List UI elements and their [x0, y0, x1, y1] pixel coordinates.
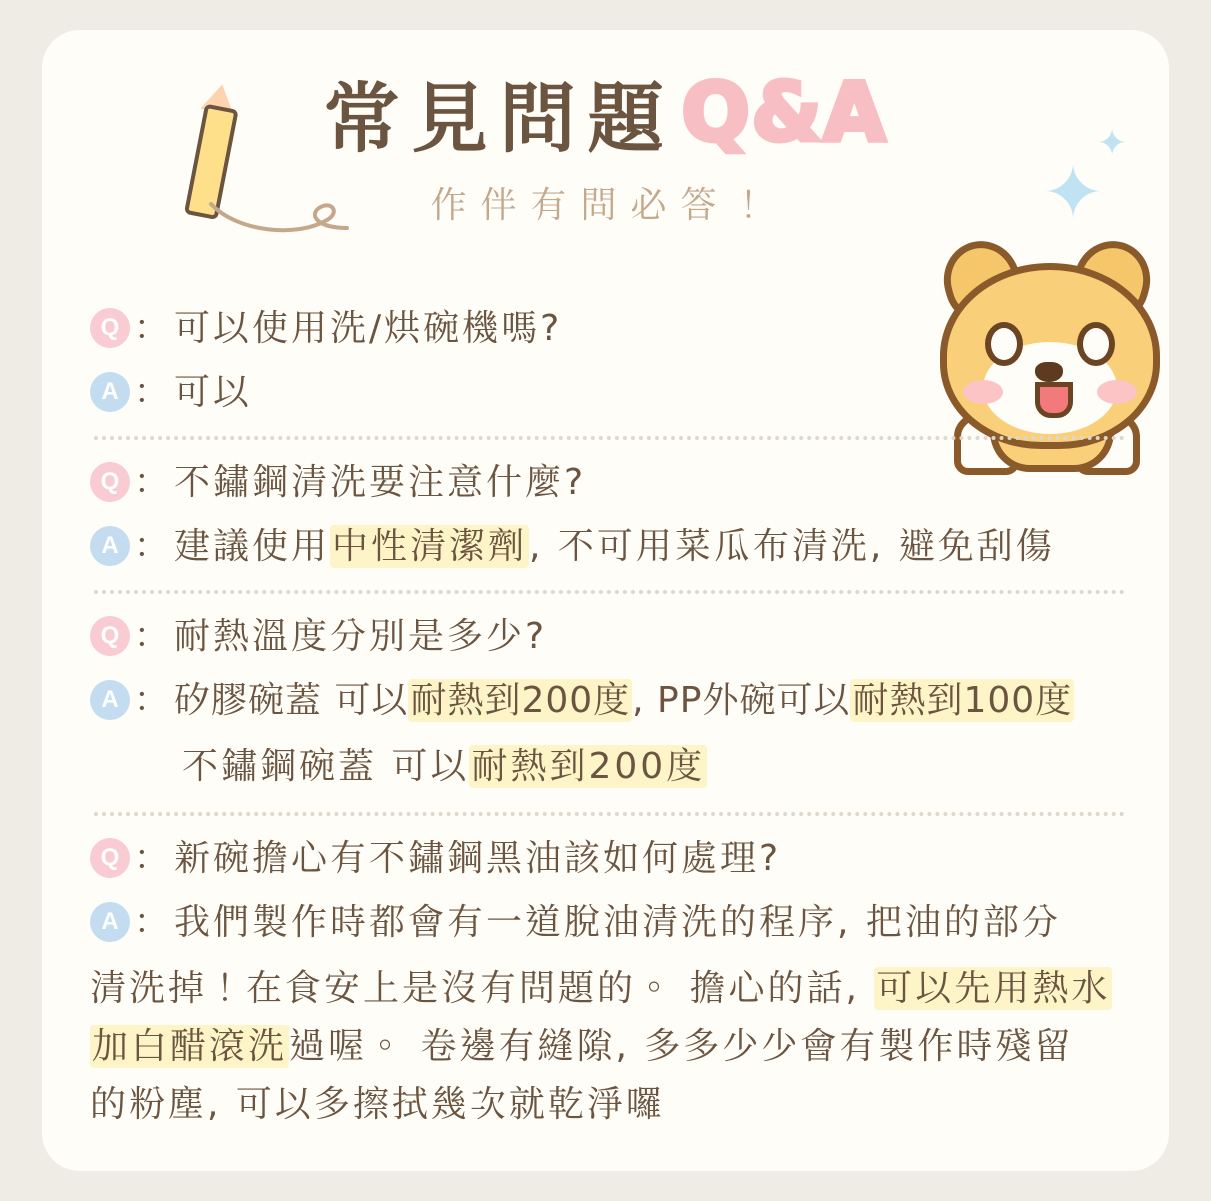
question-colon: ：: [134, 462, 168, 502]
answer-text: 我們製作時都會有一道脫油清洗的程序, 把油的部分: [174, 902, 1061, 943]
highlighted-text: 耐熱到200度: [410, 680, 631, 721]
faq-answer-line: [90, 520, 1129, 574]
highlighted-text: 加白醋滾洗: [92, 1026, 288, 1067]
faq-question-line: [90, 832, 1129, 886]
faq-answer-continued: [90, 1018, 1129, 1076]
question-badge: Q: [90, 616, 130, 656]
answer-text: 建議使用: [174, 526, 331, 567]
faq-question-line: [90, 456, 1129, 510]
highlighted-text: 中性清潔劑: [332, 526, 528, 567]
underline-swoosh-icon: [207, 198, 357, 238]
faq-item: [90, 456, 1129, 574]
faq-answer-continued: [90, 738, 1129, 796]
answer-badge: A: [90, 372, 130, 412]
faq-question-line: [90, 610, 1129, 664]
question-badge: Q: [90, 838, 130, 878]
page-title: 常見問題: [323, 74, 676, 163]
faq-card: [42, 30, 1169, 1171]
answer-colon: ：: [134, 902, 168, 942]
answer-text-group: [174, 674, 1129, 728]
highlighted-text: 耐熱到200度: [471, 746, 706, 787]
answer-text: 不鏽鋼碗蓋 可以: [182, 746, 470, 787]
question-colon: ：: [134, 616, 168, 656]
answer-text: , 不可用菜瓜布清洗, 避免刮傷: [529, 526, 1055, 567]
highlighted-text: 可以先用熱水: [876, 968, 1111, 1009]
page-subtitle: 作伴有問必答！: [430, 185, 781, 226]
title-row: [324, 58, 888, 167]
answer-text: 的粉塵, 可以多擦拭幾次就乾淨囉: [90, 1084, 665, 1125]
faq-answer-line: [90, 366, 1129, 420]
faq-question-line: [90, 302, 1129, 356]
answer-text-group: [174, 896, 1129, 950]
question-text: 不鏽鋼清洗要注意什麼?: [174, 462, 587, 503]
answer-text: 過喔。 卷邊有縫隙, 多多少少會有製作時殘留: [289, 1026, 1074, 1067]
answer-colon: ：: [134, 680, 168, 720]
answer-text: 可以: [174, 372, 253, 413]
question-badge: Q: [90, 308, 130, 348]
question-colon: ：: [134, 838, 168, 878]
question-text: 新碗擔心有不鏽鋼黑油該如何處理?: [174, 838, 782, 879]
answer-badge: A: [90, 680, 130, 720]
faq-item: [90, 610, 1129, 796]
section-divider: [94, 590, 1125, 594]
answer-colon: ：: [134, 526, 168, 566]
faq-item: [90, 302, 1129, 420]
answer-badge: A: [90, 526, 130, 566]
faq-answer-continued: [90, 1076, 1129, 1134]
faq-items-container: [42, 302, 1169, 1134]
section-divider: [94, 436, 1125, 440]
faq-list: [42, 292, 1169, 1134]
page-title-qa: Q&A: [681, 66, 888, 159]
faq-answer-line: [90, 896, 1129, 950]
question-text: 可以使用洗/烘碗機嗎?: [174, 308, 563, 349]
answer-text: 清洗掉！在食安上是沒有問題的。 擔心的話,: [90, 968, 875, 1009]
faq-answer-line: [90, 674, 1129, 728]
answer-text: 矽膠碗蓋 可以: [174, 680, 409, 721]
faq-answer-continued: [90, 960, 1129, 1018]
answer-text-group: [174, 366, 1129, 420]
answer-text: , PP外碗可以: [632, 680, 851, 721]
question-badge: Q: [90, 462, 130, 502]
answer-colon: ：: [134, 372, 168, 412]
question-colon: ：: [134, 308, 168, 348]
faq-item: [90, 832, 1129, 1134]
question-text: 耐熱溫度分別是多少?: [174, 616, 548, 657]
answer-badge: A: [90, 902, 130, 942]
sparkle-small-icon: ✦: [1097, 122, 1128, 163]
answer-text-group: [174, 520, 1129, 574]
sparkle-icon: ✦: [1042, 151, 1105, 234]
highlighted-text: 耐熱到100度: [852, 680, 1073, 721]
section-divider: [94, 812, 1125, 816]
